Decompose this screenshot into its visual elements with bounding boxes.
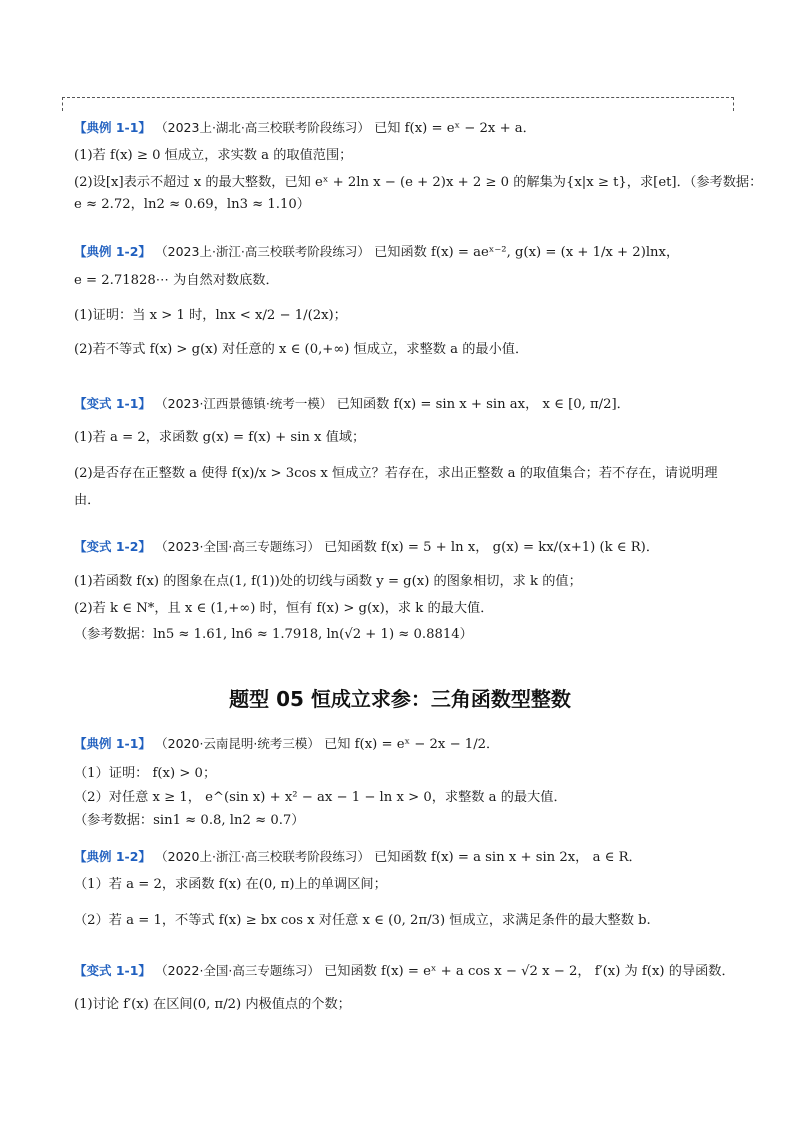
problem-tag: 【典例 1-2】 (74, 244, 151, 259)
section-title: 题型 05 恒成立求参：三角函数型整数 (229, 687, 571, 711)
problem-tag: 【典例 1-1】 (74, 120, 151, 135)
problem-part: （1）证明： f(x) > 0； (74, 766, 217, 781)
problem-header (74, 962, 760, 981)
problem-header (74, 848, 760, 867)
problem-header (74, 735, 760, 754)
problem-part: (1)若 f(x) ≥ 0 恒成立，求实数 a 的取值范围； (74, 148, 353, 163)
problem-part: (2)若 k ∈ N*，且 x ∈ (1,+∞) 时，恒有 f(x) > g(x)，求 k 的最大值． (74, 601, 494, 616)
problem-part: (1)证明：当 x > 1 时，lnx < x/2 − 1/(2x)； (74, 308, 347, 323)
problem-tag: 【变式 1-1】 (74, 963, 151, 978)
problem-part: （参考数据：sin1 ≈ 0.8, ln2 ≈ 0.7） (74, 813, 305, 828)
problem-source: （2023上·湖北·高三校联考阶段练习） (155, 120, 370, 135)
dashed-frame-right (733, 97, 734, 111)
problem-stem: 已知函数 f(x) = eˣ + a cos x − √2 x − 2， f′(x) 为 f(x) 的导函数． (324, 964, 735, 979)
problem-tag: 【变式 1-1】 (74, 396, 151, 411)
problem-part: e ≈ 2.72，ln2 ≈ 0.69，ln3 ≈ 1.10） (74, 197, 310, 212)
dashed-frame-top (62, 97, 734, 98)
problem-part: （2）若 a = 1，不等式 f(x) ≥ bx cos x 对任意 x ∈ (0, 2π/3) 恒成立，求满足条件的最大整数 b. (74, 913, 651, 928)
problem-part: (1)若函数 f(x) 的图象在点(1, f(1))处的切线与函数 y = g(x) 的图象相切，求 k 的值； (74, 574, 582, 589)
problem-part: (2)设[x]表示不超过 x 的最大整数，已知 eˣ + 2ln x − (e + 2)x + 2 ≥ 0 的解集为{x|x ≥ t}，求[et]．（参考数据： (74, 175, 763, 190)
problem-source: （2020上·浙江·高三校联考阶段练习） (155, 849, 370, 864)
problem-stem: 已知函数 f(x) = a sin x + sin 2x， a ∈ R． (374, 850, 642, 865)
problem-source: （2022·全国·高三专题练习） (155, 963, 320, 978)
problem-source: （2023上·浙江·高三校联考阶段练习） (155, 244, 370, 259)
dashed-frame-left (62, 97, 63, 111)
problem-source: （2023·全国·高三专题练习） (155, 539, 320, 554)
problem-tag: 【典例 1-1】 (74, 736, 151, 751)
problem-header (74, 119, 760, 138)
problem-tag: 【典例 1-2】 (74, 849, 151, 864)
problem-part: （参考数据：ln5 ≈ 1.61, ln6 ≈ 1.7918, ln(√2 + 1) ≈ 0.8814） (74, 627, 473, 642)
problem-part: （2）对任意 x ≥ 1， e^(sin x) + x² − ax − 1 − ln x > 0，求整数 a 的最大值． (74, 790, 567, 805)
problem-source: （2023·江西景德镇·统考一模） (155, 396, 333, 411)
problem-header (74, 395, 760, 414)
problem-part: (2)是否存在正整数 a 使得 f(x)/x > 3cos x 恒成立？若存在，求出正整数 a 的取值集合；若不存在，请说明理 (74, 466, 718, 481)
problem-stem: 已知函数 f(x) = sin x + sin ax， x ∈ [0, π/2]． (336, 397, 630, 412)
problem-part: （1）若 a = 2，求函数 f(x) 在(0, π)上的单调区间； (74, 877, 387, 892)
problem-stem: 已知函数 f(x) = 5 + ln x， g(x) = kx/(x+1) (k ∈ R)． (324, 540, 660, 555)
problem-stem: 已知 f(x) = eˣ − 2x + a． (374, 121, 536, 136)
problem-header (74, 243, 760, 262)
problem-part: 由． (74, 493, 101, 508)
problem-source: （2020·云南昆明·统考三模） (155, 736, 320, 751)
problem-part: (2)若不等式 f(x) > g(x) 对任意的 x ∈ (0,+∞) 恒成立，求整数 a 的最小值． (74, 342, 529, 357)
problem-tag: 【变式 1-2】 (74, 539, 151, 554)
problem-header (74, 538, 760, 557)
problem-part: (1)若 a = 2，求函数 g(x) = f(x) + sin x 值域； (74, 430, 366, 445)
problem-part: (1)讨论 f′(x) 在区间(0, π/2) 内极值点的个数； (74, 997, 351, 1012)
problem-stem: 已知函数 f(x) = aeˣ⁻², g(x) = (x + 1/x + 2)lnx， (374, 245, 680, 260)
problem-stem: 已知 f(x) = eˣ − 2x − 1/2． (324, 737, 500, 752)
problem-part: e = 2.71828⋯ 为自然对数底数． (74, 273, 279, 288)
